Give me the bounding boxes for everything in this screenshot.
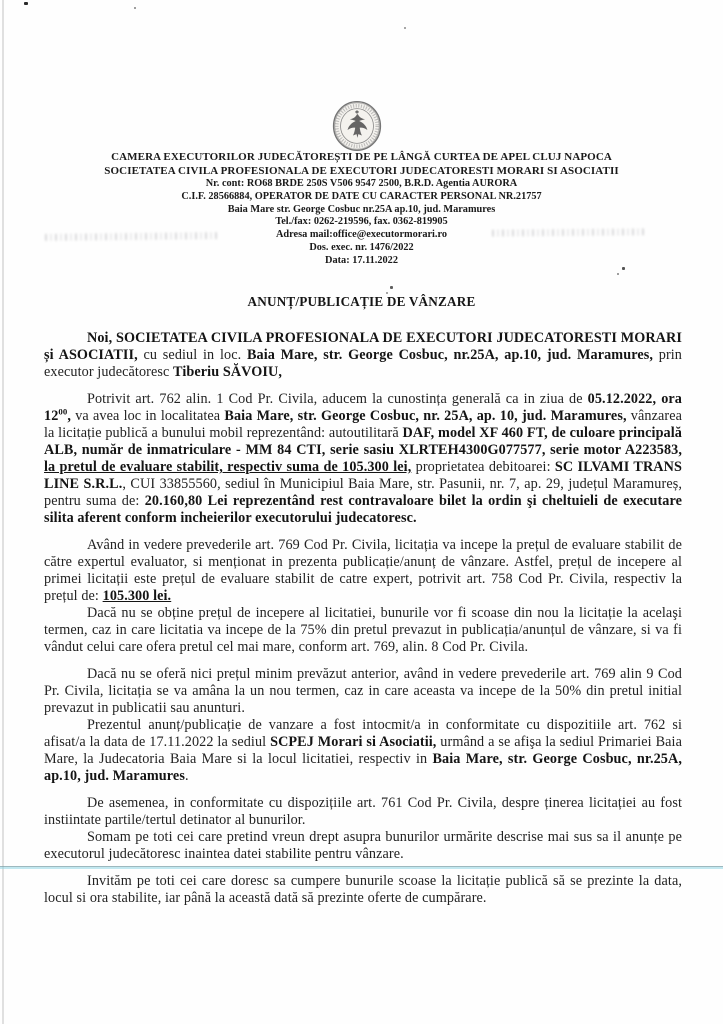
- text-run: ,: [67, 408, 72, 424]
- text-run: .: [184, 768, 189, 784]
- text-run: la pretul de evaluare stabilit, respectiv suma de 105.300 lei,: [44, 459, 412, 475]
- text-run: Dacă nu se obține prețul de incepere al licitatiei, bunurile vor fi scoase din nou la licitație la acelaşi termen, caz in care licitatia va incepe de la 75% din pretul prevazut in publicația/anunțul de vânzare, si va fi vândut celui care ofera pretul cel mai mare, conform art. 769, alin. 8 Cod Pr. Civila.: [44, 605, 682, 655]
- document-body: [44, 330, 682, 907]
- letterhead-phone-fax: Tel./fax: 0262-219596, fax. 0362-819905: [275, 216, 448, 228]
- ink-speck: [24, 2, 28, 5]
- text-run: DAF, model XF 460 FT, de culoare principală ALB, număr de inmatriculare - MM 84 CTI, serie sasiu XLRTEH4300G077577, serie motor A223583,: [44, 425, 682, 458]
- scanner-crease-line: [0, 866, 723, 869]
- letterhead-date: Data: 17.11.2022: [325, 254, 398, 266]
- letterhead-address: Baia Mare str. George Cosbuc nr.25A ap.10, jud. Maramures: [227, 203, 496, 215]
- text-run: proprietatea debitoarei:: [411, 459, 555, 475]
- text-run: prin executor judecătoresc: [44, 347, 683, 380]
- ink-speck: [390, 286, 393, 289]
- letterhead-cif: C.I.F. 28566884, OPERATOR DE DATE CU CARACTER PERSONAL NR.21757: [181, 190, 542, 202]
- text-run: cu sediul in loc.: [143, 347, 247, 363]
- letterhead-chamber-line: CAMERA EXECUTORILOR JUDECĂTOREȘTI DE PE LÂNGĂ CURTEA DE APEL CLUJ NAPOCA: [111, 151, 612, 163]
- document-title: ANUNȚ/PUBLICAȚIE DE VÂNZARE: [247, 294, 476, 309]
- text-run: Tiberiu SĂVOIU,: [173, 364, 282, 380]
- letterhead-email: Adresa mail:office@executormorari.ro: [275, 229, 448, 241]
- text-run: 105.300 lei.: [102, 588, 172, 604]
- ink-speck: [617, 273, 619, 275]
- text-run: 00: [58, 406, 68, 417]
- text-run: De asemenea, in conformitate cu dispozițiile art. 761 Cod Pr. Civila, despre ținerea licitației au fost instiintate partile/tertul detinator al bunurilor.: [44, 795, 682, 828]
- letterhead-dossier-number: Dos. exec. nr. 1476/2022: [309, 241, 414, 253]
- text-run: va avea loc in localitatea: [71, 408, 225, 424]
- text-run: Noi, SOCIETATEA CIVILA PROFESIONALA DE EXECUTORI JUDECATORESTI MORARI și ASOCIATII,: [44, 330, 682, 363]
- official-seal-icon: [330, 98, 384, 154]
- paragraph: [44, 717, 682, 785]
- ink-speck: [404, 27, 406, 29]
- text-run: Prezentul anunț/publicație de vanzare a fost intocmit/a in conformitate cu dispozitiile art. 762 si afisat/a la data de 17.11.2022 la sediul: [44, 717, 682, 750]
- paragraph: [44, 829, 682, 863]
- text-run: Baia Mare, str. George Cosbuc, nr. 25A, ap. 10, jud. Maramures,: [224, 408, 631, 424]
- paragraph: [44, 330, 682, 381]
- ink-speck: [134, 7, 136, 9]
- text-run: Potrivit art. 762 alin. 1 Cod Pr. Civila, aducem la cunostința generală ca in ziua de: [87, 391, 588, 407]
- bleed-through-smudge: [492, 228, 644, 236]
- paragraph: [44, 605, 682, 656]
- letterhead-bank-account: Nr. cont: RO68 BRDE 250S V506 9547 2500, B.R.D. Agentia AURORA: [205, 178, 518, 189]
- letterhead-company-line: SOCIETATEA CIVILA PROFESIONALA DE EXECUTORI JUDECATORESTI MORARI SI ASOCIATII: [104, 165, 619, 177]
- paragraph: [44, 873, 682, 907]
- text-run: vânzarea la licitație publică a bunului mobil reprezentând: autoutilitară: [44, 408, 682, 441]
- paragraph: [44, 795, 682, 829]
- text-run: Baia Mare, str. George Cosbuc, nr.25A, ap.10, jud. Maramures,: [246, 347, 659, 363]
- text-run: urmând a se afişa la sediul Primariei Baia Mare, la Judecatoria Baia Mare si la locul licitatiei, respectiv in: [44, 734, 682, 767]
- text-run: SC ILVAMI TRANS LINE S.R.L.: [44, 459, 682, 492]
- text-run: Invităm pe toti cei care doresc sa cumpere bunurile scoase la licitație publică să se prezinte la data, locul si ora stabilite, iar până la această dată să prezinte oferte de cumpărare.: [44, 873, 682, 906]
- paragraph: [44, 391, 682, 527]
- text-run: Baia Mare, str. George Cosbuc, nr.25A, ap.10, jud. Maramures: [44, 751, 682, 784]
- letterhead: [0, 150, 723, 268]
- text-run: 20.160,80 Lei reprezentând rest contravaloare bilet la ordin şi cheltuieli de executare silita aferent conform incheierilor executorului judecatoresc.: [44, 493, 683, 526]
- text-run: Având in vedere prevederile art. 769 Cod Pr. Civila, licitația va incepe la prețul de evaluare stabilit de către expertul evaluator, si menționat in prezenta publicație/anunț de vânzare. Astfel, prețul de incepere al primei licitații este prețul de evaluare stabilit de catre expert, potrivit art. 758 Cod Pr. Civila, respectiv la prețul de:: [44, 537, 682, 604]
- text-run: Dacă nu se oferă nici prețul minim prevăzut anterior, având in vedere prevederile art. 769 alin 9 Cod Pr. Civila, licitația se va amâna la un nou termen, caz in care aceasta va incepe de la 50% din pretul initial prevazut in publicatii sau anunturi.: [44, 666, 682, 716]
- paragraph: [44, 537, 682, 605]
- text-run: SCPEJ Morari si Asociatii,: [270, 734, 437, 750]
- text-run: 05.12.2022, ora 12: [44, 391, 682, 424]
- text-run: , CUI 33855560, sediul în Municipiul Baia Mare, str. Pasunii, nr. 7, ap. 29, județul Maramureș, pentru suma de:: [44, 476, 682, 509]
- paragraph: [44, 666, 682, 717]
- text-run: Somam pe toti cei care pretind vreun drept asupra bunurilor urmărite descrise mai sus sa il anunțe pe executorul judecătoresc inaintea datei stabilite pentru vânzare.: [44, 829, 682, 862]
